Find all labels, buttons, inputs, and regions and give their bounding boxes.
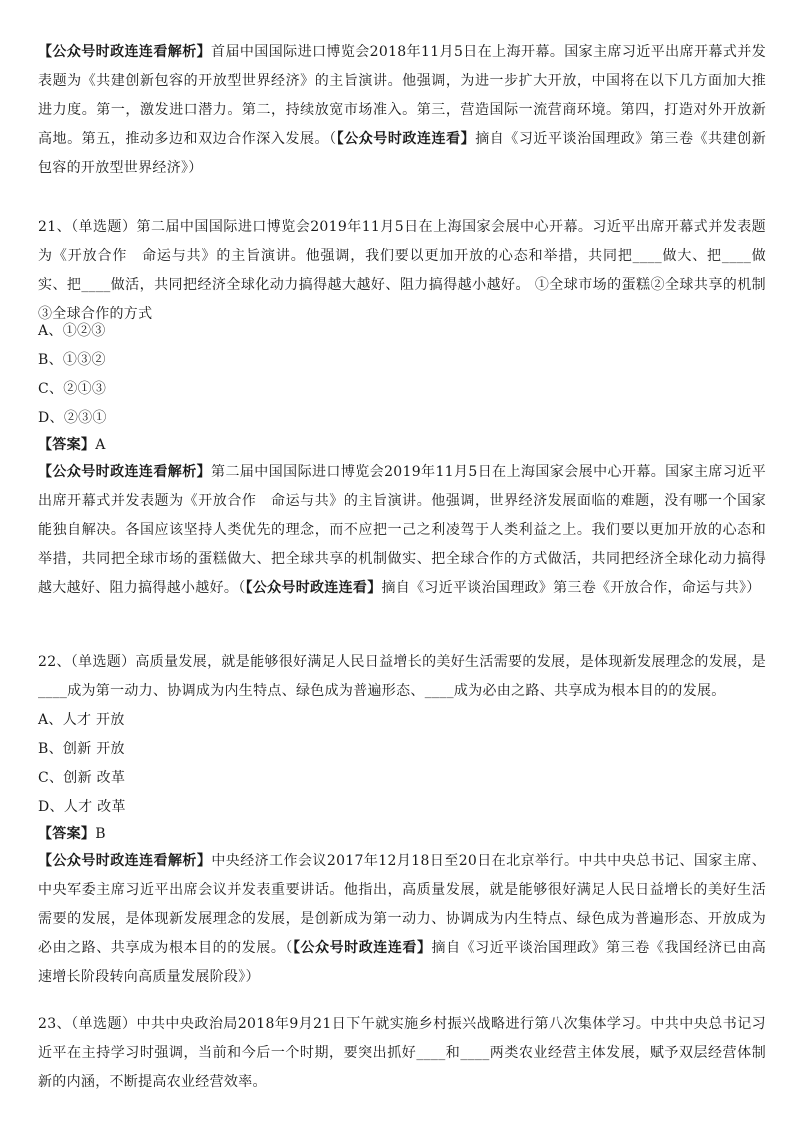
analysis-text: 第二届中国国际进口博览会2019年11月5日在上海国家会展中心开幕。国家主席习近平出席开幕式并发表题为《开放合作 命运与共》的主旨演讲。他强调，世界经济发展面临的难题，没有哪一个国家能独自解决。各国应该坚持人类优先的理念，而不应把一己之利凌驾于人类利益之上。我们要以更加开放的心态和举措，共同把全球市场的蛋糕做大、把全球共享的机制做实、把全球合作的方式做活，共同把经济全球化动力搞得越大越好、阻力搞得越小越好。（ xyxy=(38,464,766,596)
question-22-option-b[interactable]: B、创新 开放 xyxy=(38,741,125,757)
analysis-text: 中央经济工作会议2017年12月18日至20日在北京举行。中共中央总书记、国家主席、中央军委主席习近平出席会议并发表重要讲话。他指出，高质量发展，就是能够很好满足人民日益增长的美好生活需要的发展，是体现新发展理念的发展，是创新成为第一动力、协调成为内生特点、绿色成为普遍形态、开放成为必由之路、共享成为根本目的的发展。（ xyxy=(38,853,767,956)
source-tag: 【公众号时政连连看】 xyxy=(292,940,432,956)
question-21-answer xyxy=(38,431,106,460)
analysis-tag: 【公众号时政连连看解析】 xyxy=(38,44,212,60)
question-22-option-d[interactable]: D、人才 改革 xyxy=(38,799,126,815)
question-22-option-a[interactable]: A、人才 开放 xyxy=(38,712,125,728)
answer-label: 【答案】 xyxy=(38,826,96,842)
answer-value: B xyxy=(95,826,106,842)
question-21-option-a[interactable]: A、①②③ xyxy=(38,323,106,339)
question-21-analysis xyxy=(38,458,766,603)
source-text: 摘自《习近平谈治国理政》第三卷《我国经济已由高速增长阶段转向高质量发展阶段》） xyxy=(38,940,766,985)
question-23-stem: 23、（单选题）中共中央政治局2018年9月21日下午就实施乡村振兴战略进行第八次集体学习。中共中央总书记习近平在主持学习时强调，当前和今后一个时期，要突出抓好____和____两类农业经营主体发展，赋予双层经营体制新的内涵，不断提高农业经营效率。 xyxy=(38,1016,766,1090)
source-tag: 【公众号时政连连看】 xyxy=(336,131,476,147)
question-22-answer xyxy=(38,820,106,849)
source-text: 摘自《习近平谈治国理政》第三卷《开放合作，命运与共》） xyxy=(381,580,761,596)
answer-value: A xyxy=(95,437,106,453)
source-text: 摘自《习近平谈治国理政》第三卷《共建创新包容的开放型世界经济》） xyxy=(38,131,767,176)
question-22-option-c[interactable]: C、创新 改革 xyxy=(38,770,126,786)
question-21-stem: 21、（单选题）第二届中国国际进口博览会2019年11月5日在上海国家会展中心开幕。习近平出席开幕式并发表题为《开放合作 命运与共》的主旨演讲。他强调，我们要以更加开放的心态和举措，共同把____做大、把____做实、把____做活，共同把经济全球化动力搞得越大越好、阻力搞得越小越好。 ①全球市场的蛋糕②全球共享的机制③全球合作的方式 xyxy=(38,219,766,322)
intro-analysis-paragraph xyxy=(38,38,766,183)
question-21-option-d[interactable]: D、②③① xyxy=(38,410,107,426)
question-22-stem: 22、（单选题）高质量发展，就是能够很好满足人民日益增长的美好生活需要的发展，是体现新发展理念的发展，是____成为第一动力、协调成为内生特点、绿色成为普遍形态、____成为必由之路、共享成为根本目的的发展。 xyxy=(38,654,766,699)
question-21-option-b[interactable]: B、①③② xyxy=(38,352,106,368)
analysis-tag: 【公众号时政连连看解析】 xyxy=(38,464,212,480)
analysis-text: 首届中国国际进口博览会2018年11月5日在上海开幕。国家主席习近平出席开幕式并发表题为《共建创新包容的开放型世界经济》的主旨演讲。他强调，为进一步扩大开放，中国将在以下几方面加大推进力度。第一，激发进口潜力。第二，持续放宽市场准入。第三，营造国际一流营商环境。第四，打造对外开放新高地。第五，推动多边和双边合作深入发展。（ xyxy=(38,44,766,147)
analysis-tag: 【公众号时政连连看解析】 xyxy=(38,853,212,869)
answer-label: 【答案】 xyxy=(38,437,96,453)
source-tag: 【公众号时政连连看】 xyxy=(245,580,382,596)
question-22-analysis xyxy=(38,847,766,992)
question-21-option-c[interactable]: C、②①③ xyxy=(38,381,107,397)
